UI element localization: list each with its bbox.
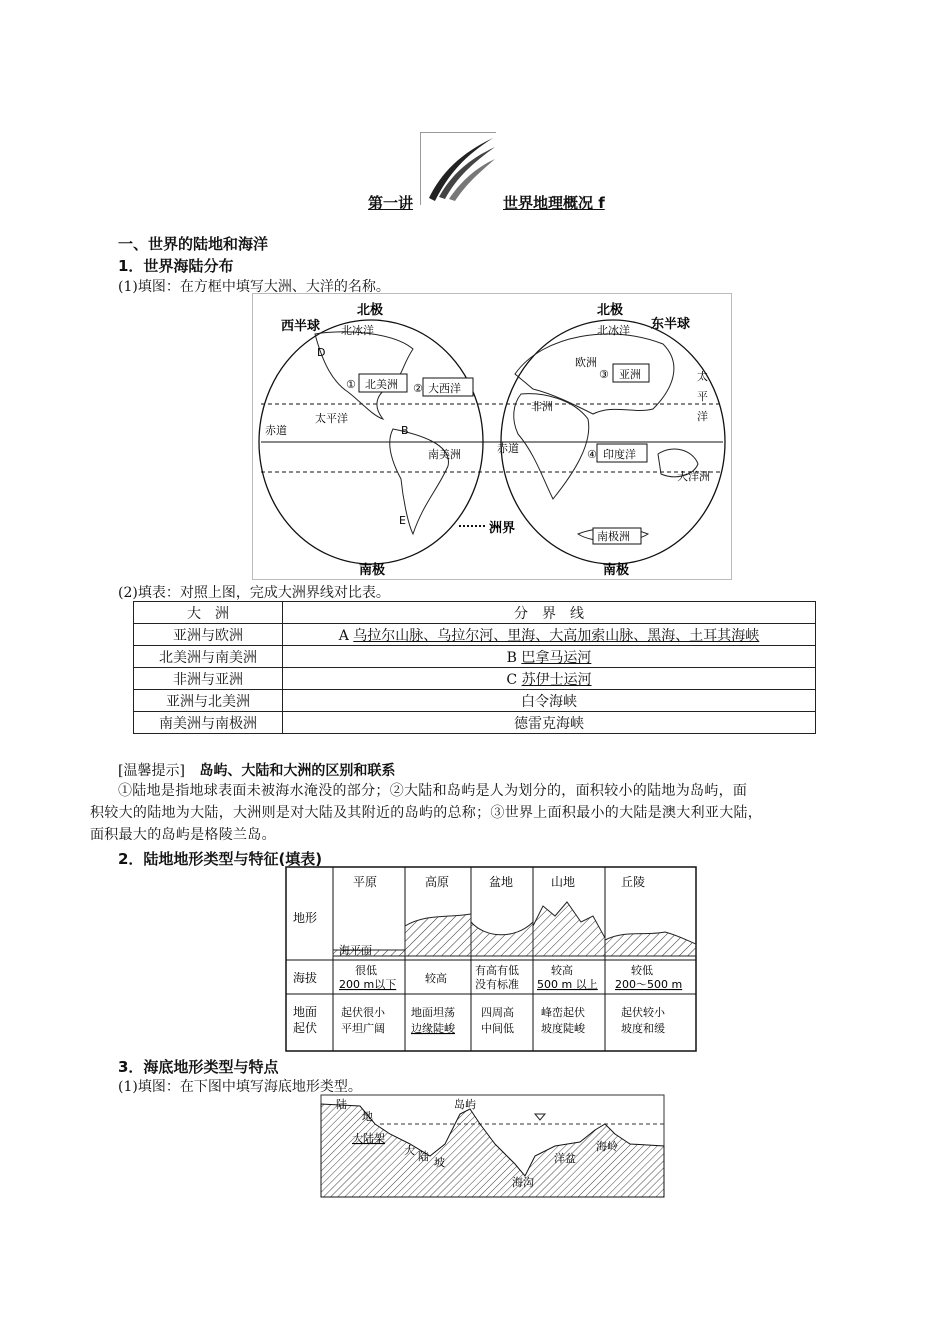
altitude-hill-1: 较低: [631, 964, 653, 977]
africa-label: 非洲: [531, 400, 553, 413]
row-head-altitude: 海拔: [293, 971, 318, 985]
pacific-label-e-2: 平: [697, 390, 708, 403]
altitude-plain-2: 200 m以下: [339, 978, 397, 991]
altitude-plain-1: 很低: [355, 964, 377, 977]
tip-heading: [118, 760, 395, 780]
col-hill: 丘陵: [621, 875, 646, 889]
continent-pair: 非洲与亚洲: [134, 668, 283, 690]
border-legend-label: 洲界: [489, 521, 516, 536]
boundary-cell: [283, 624, 816, 646]
world-map-figure: [252, 293, 732, 580]
seafloor-figure: [320, 1094, 665, 1198]
slope-label-1: 大: [404, 1144, 415, 1157]
arctic-ocean-label-w: 北冰洋: [341, 324, 374, 337]
marker-3: ③: [599, 368, 609, 381]
altitude-basin-2: 没有标准: [475, 978, 519, 991]
boundary-prefix: B: [506, 649, 522, 666]
arctic-ocean-label-e: 北冰洋: [597, 324, 630, 337]
table-row: [134, 624, 816, 646]
sea-level-label: 海平面: [339, 944, 372, 957]
indian-ocean-label: 印度洋: [603, 448, 636, 461]
relief-plain-2: 平坦广阔: [341, 1022, 385, 1035]
north-pole-label-w: 北极: [357, 303, 384, 318]
col-mountain: 山地: [551, 875, 576, 889]
tip-paragraph-line-3: 面积最大的岛屿是格陵兰岛。: [90, 827, 276, 843]
ridge-label: 海岭: [596, 1140, 618, 1153]
table-row: [134, 712, 816, 734]
tip-paragraph-line-1: ①陆地是指地球表面未被海水淹没的部分；②大陆和岛屿是人为划分的，面积较小的陆地为岛屿，面: [118, 783, 748, 799]
subsection-heading: 1．世界海陆分布: [118, 257, 234, 275]
point-e-label: E: [399, 514, 406, 527]
col-basin: 盆地: [489, 875, 514, 889]
south-pole-label-w: 南极: [359, 563, 386, 578]
subsection-heading-2: 2．陆地地形类型与特征(填表): [118, 850, 323, 868]
asia-label: 亚洲: [619, 368, 641, 381]
boundary-cell: 白令海峡: [283, 690, 816, 712]
chapter-subtitle: 世界地理概况 f: [503, 194, 605, 212]
point-d-label: D: [317, 346, 326, 359]
boundary-cell: 德雷克海峡: [283, 712, 816, 734]
south-pole-label-e: 南极: [603, 563, 630, 578]
boundary-line: 巴拿马运河: [521, 649, 592, 666]
chapter-logo: [420, 132, 496, 205]
pacific-label-w: 太平洋: [315, 412, 348, 425]
boundary-line: 乌拉尔山脉、乌拉尔河、里海、大高加索山脉、黑海、土耳其海峡: [353, 627, 760, 644]
point-b-label: B: [401, 424, 409, 437]
marker-1: ①: [346, 378, 356, 391]
relief-mountain-1: 峰峦起伏: [541, 1006, 585, 1019]
row-head-landform: 地形: [293, 911, 318, 925]
relief-hill-2: 坡度和缓: [621, 1022, 665, 1035]
tip-label: [温馨提示]: [118, 763, 185, 779]
altitude-mountain-2: 500 m 以上: [537, 978, 598, 991]
continent-pair: 南美洲与南极洲: [134, 712, 283, 734]
land-label-1: 陆: [336, 1098, 347, 1111]
basin-label: 洋盆: [554, 1152, 576, 1165]
altitude-mountain-1: 较高: [551, 964, 573, 977]
pacific-label-e-3: 洋: [697, 410, 708, 423]
marker-4: ④: [587, 448, 597, 461]
boundary-prefix: C: [506, 671, 522, 688]
east-hemisphere-label: 东半球: [651, 317, 691, 332]
col-plateau: 高原: [425, 875, 450, 889]
table-header-boundary: 分 界 线: [283, 602, 816, 624]
altitude-basin-1: 有高有低: [475, 964, 519, 977]
table-header-continent: 大 洲: [134, 602, 283, 624]
equator-label-w: 赤道: [265, 424, 287, 437]
section-heading: 一、世界的陆地和海洋: [118, 235, 269, 253]
marker-2: ②: [413, 382, 423, 395]
boundary-cell: [283, 668, 816, 690]
relief-plateau-1: 地面坦荡: [411, 1006, 455, 1019]
oceania-label: 大洋洲: [677, 470, 710, 483]
shelf-label: 大陆架: [352, 1132, 385, 1145]
continent-pair: 亚洲与北美洲: [134, 690, 283, 712]
boundary-line: 苏伊士运河: [521, 671, 592, 688]
instruction-text: (1)填图：在方框中填写大洲、大洋的名称。: [118, 279, 390, 295]
relief-basin-2: 中间低: [481, 1022, 514, 1035]
west-hemisphere-label: 西半球: [281, 319, 321, 334]
relief-hill-1: 起伏较小: [621, 1006, 665, 1019]
relief-plain-1: 起伏很小: [341, 1006, 385, 1019]
table-row: [134, 646, 816, 668]
antarctica-label: 南极洲: [597, 530, 630, 543]
land-label-2: 地: [362, 1110, 373, 1123]
relief-plateau-2: 边缘陡峻: [411, 1022, 455, 1035]
relief-basin-1: 四周高: [481, 1006, 514, 1019]
tip-paragraph-line-2: 积较大的陆地为大陆，大洲则是对大陆及其附近的岛屿的总称；③世界上面积最小的大陆是澳大利亚大陆，: [90, 805, 763, 821]
row-head-relief-1: 地面: [293, 1005, 318, 1019]
row-head-relief-2: 起伏: [293, 1021, 318, 1035]
relief-mountain-2: 坡度陡峻: [541, 1022, 585, 1035]
slope-label-3: 坡: [434, 1156, 445, 1169]
atlantic-label: 大西洋: [428, 382, 461, 395]
boundary-cell: [283, 646, 816, 668]
europe-label: 欧洲: [575, 356, 597, 369]
landform-table-figure: [285, 866, 697, 1052]
island-label: 岛屿: [454, 1098, 476, 1111]
north-america-label: 北美洲: [365, 378, 398, 391]
north-pole-label-e: 北极: [597, 303, 624, 318]
seafloor-instruction: (1)填图：在下图中填写海底地形类型。: [118, 1079, 362, 1095]
altitude-hill-2: 200～500 m: [615, 978, 683, 991]
equator-label-e: 赤道: [497, 442, 519, 455]
chapter-title: 第一讲: [368, 194, 414, 212]
pacific-label-e-1: 太: [697, 370, 708, 383]
continent-pair: 北美洲与南美洲: [134, 646, 283, 668]
tip-title: 岛屿、大陆和大洲的区别和联系: [199, 763, 396, 779]
col-plain: 平原: [353, 875, 378, 889]
altitude-plateau: 较高: [425, 972, 447, 985]
trench-label: 海沟: [512, 1176, 534, 1189]
table-row: [134, 668, 816, 690]
boundary-prefix: A: [338, 627, 354, 644]
table-instruction: (2)填表：对照上图，完成大洲界线对比表。: [118, 585, 390, 601]
boundary-table: [133, 601, 816, 734]
subsection-heading-3: 3．海底地形类型与特点: [118, 1058, 279, 1076]
slope-label-2: 陆: [418, 1150, 429, 1163]
table-row: [134, 690, 816, 712]
continent-pair: 亚洲与欧洲: [134, 624, 283, 646]
south-america-label: 南美洲: [428, 448, 461, 461]
